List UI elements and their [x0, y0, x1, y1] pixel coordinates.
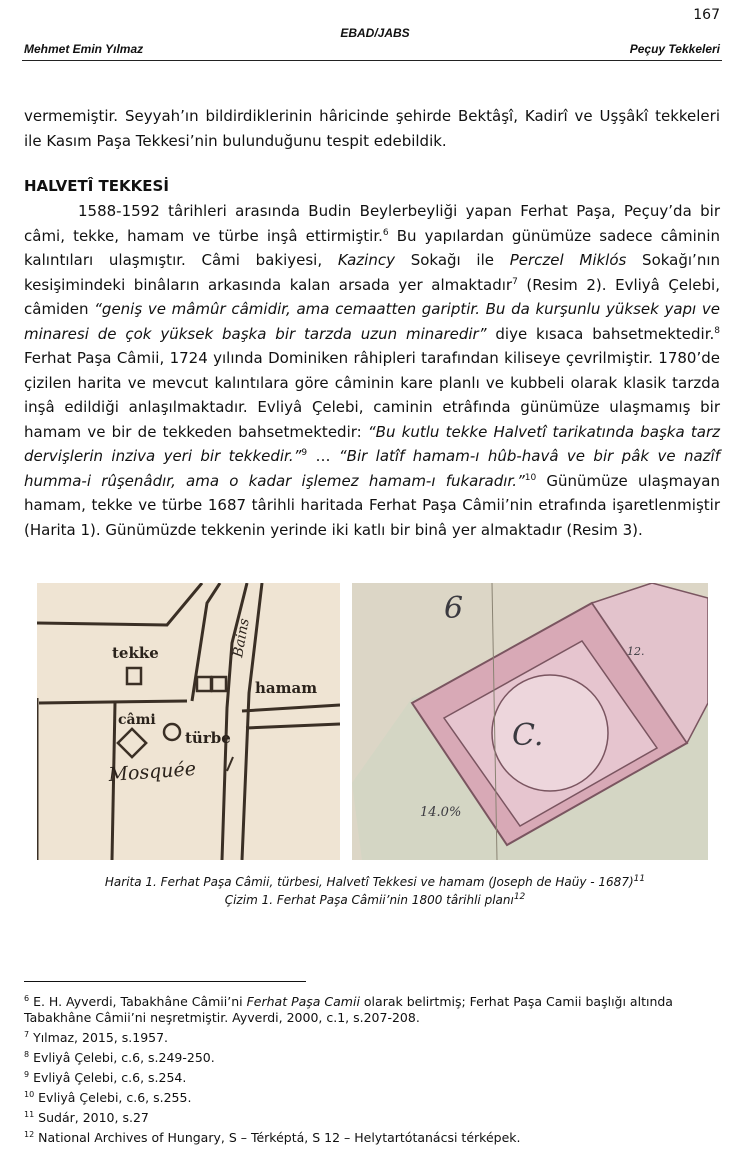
section-heading: HALVETÎ TEKKESİ — [24, 177, 169, 195]
footnote-number: 8 — [24, 1049, 30, 1059]
quotation: “Bir latîf hamam-ı hûb-havâ ve bir pâk ve nazîf humma-i rûşenâdır, ama o kadar işlemez hamam-ı fukaradır.” — [24, 447, 720, 490]
text-run: … — [307, 447, 339, 465]
map-label-turbe: türbe — [185, 729, 231, 747]
plan-label-c: C. — [512, 718, 544, 753]
footnote-rule — [24, 981, 306, 982]
footnote-number: 12 — [24, 1129, 35, 1139]
page-number: 167 — [693, 7, 720, 23]
footnote-number: 9 — [24, 1069, 30, 1079]
map-label-bains: Bains — [230, 617, 253, 659]
footnote-text: National Archives of Hungary, S – Térképtá, S 12 – Helytartótanácsi térképek. — [34, 1130, 521, 1145]
quotation: “Bu kutlu tekke Halvetî tarikatında başka tarz dervişlerin inziva yeri bir tekkedir.” — [24, 422, 720, 465]
footnote-number: 6 — [24, 993, 30, 1003]
map-label-tekke: tekke — [112, 644, 159, 662]
intro-text: vermemiştir. Seyyah’ın bildirdiklerinin hâricinde şehirde Bektâşî, Kadirî ve Uşşâkî tekkeleri ile Kasım Paşa Tekkesi’nin bulunduğunu tespit edebildik. — [24, 107, 720, 150]
historical-map-image — [37, 583, 340, 860]
plan-label-number: 6 — [444, 591, 464, 626]
map-label-mosquee: Mosquée — [107, 757, 197, 786]
footnote-number: 11 — [24, 1109, 35, 1119]
footnote-ref[interactable]: 11 — [633, 874, 646, 884]
short-title-header: Peçuy Tekkeleri — [629, 42, 720, 56]
journal-header: EBAD/JABS — [340, 26, 410, 40]
map-label-hamam: hamam — [255, 679, 318, 697]
footnote-8 — [24, 1050, 720, 1066]
section-paragraph — [24, 199, 720, 542]
footnote-11 — [24, 1110, 720, 1126]
text-run: Günümüze ulaşmayan hamam, tekke ve türbe 1687 târihli haritada Ferhat Paşa Câmii’nin etrafında işaretlenmiştir (Harita 1). Günümüzde tekkenin yerinde iki katlı bir binâ yer almaktadır (Resim 3). — [24, 471, 721, 539]
footnote-text: Evliyâ Çelebi, c.6, s.249-250. — [29, 1050, 215, 1065]
street-name: Kazincy — [337, 251, 395, 269]
footnote-text: Sudár, 2010, s.27 — [34, 1110, 149, 1125]
footnote-ref[interactable]: 8 — [714, 325, 720, 336]
text-run: 1588-1592 târihleri arasında Budin Beylerbeyliği yapan Ferhat Paşa, Peçuy’da bir câmi, tekke, hamam ve türbe inşâ ettirmiştir. — [24, 202, 720, 245]
footnote-10 — [24, 1090, 720, 1106]
figure-caption-1 — [0, 875, 750, 889]
header-rule — [22, 60, 722, 61]
footnote-ref[interactable]: 6 — [382, 227, 389, 238]
footnote-12 — [24, 1130, 720, 1146]
caption-text: Çizim 1. Ferhat Paşa Câmii’nin 1800 târihli planı — [224, 893, 514, 907]
plan-label-scale: 14.0% — [420, 805, 462, 820]
footnote-9 — [24, 1070, 720, 1086]
footnote-ref[interactable]: 7 — [512, 276, 518, 287]
footnote-text: Evliyâ Çelebi, c.6, s.255. — [34, 1090, 192, 1105]
author-header: Mehmet Emin Yılmaz — [24, 42, 144, 56]
text-run: Bu yapılardan günümüze sadece câminin kalıntıları ulaşmıştır. Câmi bakiyesi, — [24, 226, 720, 269]
mosque-plan-image — [352, 583, 708, 860]
footnote-7 — [24, 1030, 720, 1046]
street-name: Perczel Miklós — [509, 251, 627, 269]
footnote-text: E. H. Ayverdi, Tabakhâne Câmii’ni — [29, 994, 247, 1009]
section-text — [24, 199, 720, 542]
plan-dome-circle — [492, 675, 608, 791]
map-label-cami: câmi — [118, 712, 156, 728]
footnote-number: 10 — [24, 1089, 35, 1099]
text-run: (Resim 2). Evliyâ Çelebi, câmiden — [24, 275, 720, 318]
intro-paragraph — [24, 104, 720, 153]
footnote-text: olarak belirtmiş; Ferhat Paşa Camii başlığı altında Tabakhâne Câmii’ni neşretmiştir. Ayverdi, 2000, c.1, s.207-208. — [24, 994, 673, 1025]
footnote-6 — [24, 994, 720, 1026]
text-run: Ferhat Paşa Câmii, 1724 yılında Dominiken râhipleri tarafından kiliseye çevrilmiştir. 1780’de çizilen harita ve mevcut kalıntılara göre câminin kare planlı ve kubbeli olarak klasik tarzda inşâ edildiği anlaşılmaktadır. Evliyâ Çelebi, caminin etrâfında günümüze ulaşmamış bir hamam ve bir de tekkeden bahsetmektedir: — [24, 349, 720, 441]
footnote-italic: Ferhat Paşa Camii — [246, 994, 360, 1009]
footnote-text: Yılmaz, 2015, s.1957. — [29, 1030, 169, 1045]
quotation: “geniş ve mâmûr câmidir, ama cemaatten gariptir. Bu da kurşunlu yüksek yapı ve minaresi de çok yüksek başka bir tarzda uzun minaredir” — [24, 300, 720, 343]
text-run: Sokağı’nın kesişimindeki binâların arkasında kalan arsada yer almaktadır — [24, 251, 721, 294]
footnote-ref[interactable]: 12 — [513, 892, 526, 902]
text-run: diye kısaca bahsetmektedir. — [486, 324, 715, 343]
footnote-text: Evliyâ Çelebi, c.6, s.254. — [29, 1070, 187, 1085]
map-street-line — [39, 701, 187, 703]
plan-label-corner: 12. — [627, 645, 645, 658]
footnote-number: 7 — [24, 1029, 30, 1039]
footnote-ref[interactable]: 10 — [524, 472, 537, 483]
figure-caption-2 — [0, 893, 750, 907]
caption-text: Harita 1. Ferhat Paşa Câmii, türbesi, Halvetî Tekkesi ve hamam (Joseph de Haüy - 1687) — [104, 875, 634, 889]
footnote-ref[interactable]: 9 — [301, 448, 308, 458]
text-run: Sokağı ile — [394, 251, 510, 269]
